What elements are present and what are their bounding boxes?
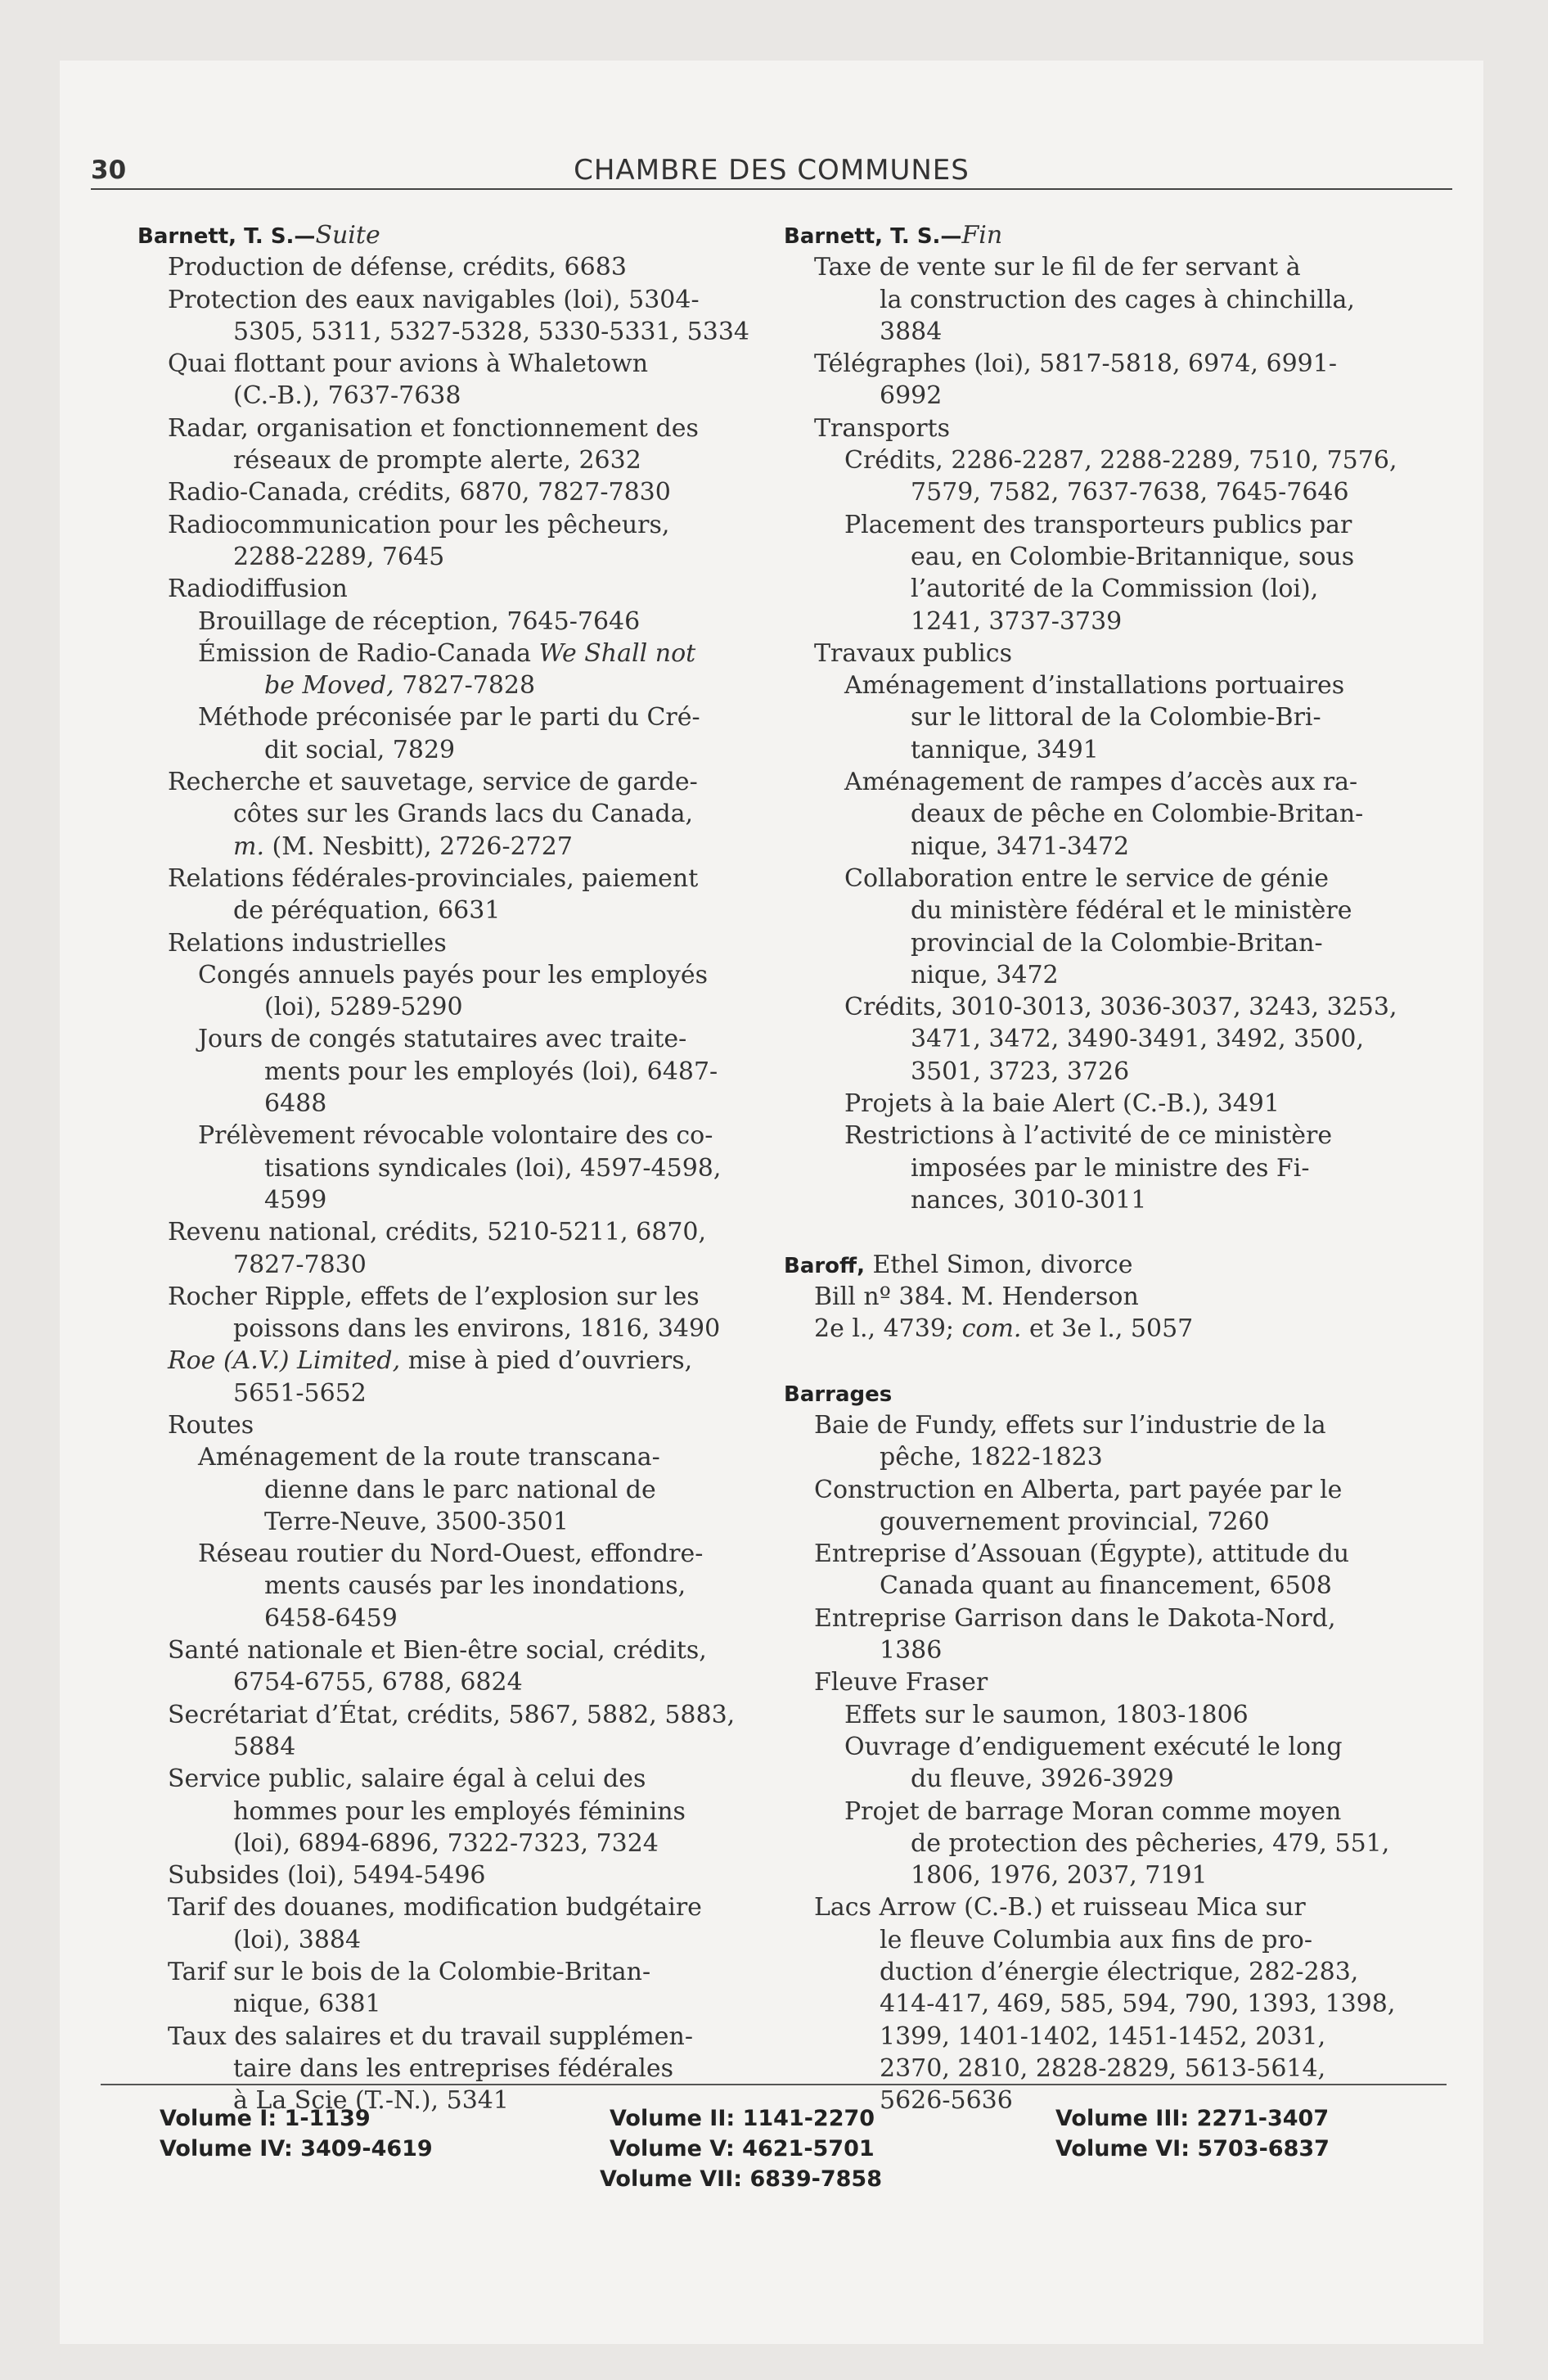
entry-text: Télégraphes (loi), 5817-5818, 6974, 6991- bbox=[814, 349, 1337, 379]
entry-text: nique, 3471-3472 bbox=[911, 832, 1130, 861]
entry-text: ments pour les employés (loi), 6487- bbox=[264, 1057, 718, 1086]
index-entry bbox=[137, 1281, 776, 1313]
entry-text: dienne dans le parc national de bbox=[264, 1475, 656, 1504]
entry-text: Bill nº 384. M. Henderson bbox=[814, 1282, 1139, 1311]
index-entry bbox=[784, 927, 1438, 959]
entry-text: 5626-5636 bbox=[880, 2086, 1013, 2116]
entry-text: Rocher Ripple, effets de l’explosion sur les bbox=[168, 1282, 700, 1311]
entry-text: (loi), 5289-5290 bbox=[264, 993, 463, 1022]
index-entry bbox=[784, 1924, 1438, 1956]
index-entry bbox=[784, 1313, 1438, 1345]
entry-text: 414-417, 469, 585, 594, 790, 1393, 1398, bbox=[880, 1990, 1396, 2019]
entry-text: 3884 bbox=[880, 317, 943, 346]
index-entry bbox=[137, 1184, 776, 1216]
volume-7: Volume VII: 6839-7858 bbox=[600, 2166, 882, 2192]
entry-text: 6488 bbox=[264, 1089, 327, 1119]
entry-text: du ministère fédéral et le ministère bbox=[911, 896, 1352, 926]
index-entry bbox=[137, 991, 776, 1023]
entry-text: 6754-6755, 6788, 6824 bbox=[233, 1668, 523, 1697]
index-entry bbox=[784, 476, 1438, 508]
entry-text: 4599 bbox=[264, 1185, 327, 1215]
entry-text: 7827-7830 bbox=[233, 1250, 367, 1279]
entry-text: 7579, 7582, 7637-7638, 7645-7646 bbox=[911, 478, 1349, 507]
index-entry bbox=[137, 1731, 776, 1763]
index-entry bbox=[784, 1088, 1438, 1120]
entry-text: le fleuve Columbia aux fins de pro- bbox=[880, 1925, 1312, 1954]
entry-text: Tarif sur le bois de la Colombie-Britan- bbox=[168, 1958, 651, 1987]
index-entry bbox=[784, 1120, 1438, 1152]
entry-text: pêche, 1822-1823 bbox=[880, 1443, 1103, 1472]
footer-rule bbox=[101, 2084, 1447, 2085]
entry-text: 1399, 1401-1402, 1451-1452, 2031, bbox=[880, 2022, 1326, 2051]
entry-text: Collaboration entre le service de génie bbox=[844, 863, 1330, 893]
entry-text: nances, 3010-3011 bbox=[911, 1185, 1147, 1215]
index-heading bbox=[784, 1377, 1438, 1409]
index-entry bbox=[784, 1441, 1438, 1473]
volume-2: Volume II: 1141-2270 bbox=[610, 2106, 875, 2131]
entry-text: Aménagement de rampes d’accès aux ra- bbox=[844, 768, 1358, 797]
index-entry bbox=[137, 766, 776, 798]
index-entry bbox=[137, 444, 776, 476]
entry-text: l’autorité de la Commission (loi), bbox=[911, 575, 1319, 604]
italic-text: Fin bbox=[961, 221, 1003, 250]
index-entry bbox=[137, 316, 776, 348]
index-entry bbox=[137, 1345, 776, 1377]
index-entry bbox=[137, 831, 776, 863]
entry-text: 1241, 3737-3739 bbox=[911, 606, 1123, 636]
entry-text: 6458-6459 bbox=[264, 1603, 398, 1633]
entry-text: de péréquation, 6631 bbox=[233, 896, 501, 926]
volume-1: Volume I: 1-1139 bbox=[160, 2106, 371, 2131]
index-page bbox=[60, 61, 1483, 2344]
entry-text: (C.-B.), 7637-7638 bbox=[233, 381, 461, 411]
index-entry bbox=[784, 766, 1438, 798]
entry-text: la construction des cages à chinchilla, bbox=[880, 285, 1355, 314]
entry-text: Construction en Alberta, part payée par le bbox=[814, 1475, 1343, 1504]
entry-text: tannique, 3491 bbox=[911, 735, 1099, 764]
index-entry bbox=[784, 316, 1438, 348]
entry-pages: mise à pied d’ouvriers, bbox=[400, 1346, 693, 1376]
index-entry bbox=[784, 1699, 1438, 1731]
left-column bbox=[137, 219, 776, 2117]
index-entry bbox=[137, 1538, 776, 1570]
entry-text: Production de défense, crédits, 6683 bbox=[168, 253, 627, 282]
index-entry bbox=[137, 1924, 776, 1956]
entry-text: 5884 bbox=[233, 1732, 296, 1761]
entry-text: de protection des pêcheries, 479, 551, bbox=[911, 1828, 1390, 1858]
index-entry bbox=[137, 734, 776, 766]
index-entry bbox=[784, 412, 1438, 444]
entry-text: (loi), 6894-6896, 7322-7323, 7324 bbox=[233, 1828, 659, 1858]
index-entry bbox=[137, 1313, 776, 1345]
entry-text: côtes sur les Grands lacs du Canada, bbox=[233, 800, 694, 829]
entry-text: Crédits, 2286-2287, 2288-2289, 7510, 7576, bbox=[844, 446, 1397, 476]
index-entry bbox=[784, 1634, 1438, 1666]
index-entry bbox=[137, 895, 776, 926]
index-entry bbox=[784, 701, 1438, 733]
index-entry bbox=[137, 476, 776, 508]
index-entry bbox=[137, 1409, 776, 1441]
volume-4: Volume IV: 3409-4619 bbox=[160, 2136, 433, 2161]
entry-text: 5651-5652 bbox=[233, 1378, 367, 1408]
entry-text: Prélèvement révocable volontaire des co- bbox=[198, 1121, 713, 1151]
index-entry bbox=[784, 573, 1438, 605]
entry-text: ments causés par les inondations, bbox=[264, 1571, 686, 1601]
index-heading bbox=[784, 219, 1438, 251]
entry-text: 3501, 3723, 3726 bbox=[911, 1057, 1130, 1086]
index-entry bbox=[784, 638, 1438, 669]
index-entry bbox=[784, 2053, 1438, 2085]
index-entry bbox=[784, 1474, 1438, 1506]
entry-text: Projets à la baie Alert (C.-B.), 3491 bbox=[844, 1089, 1280, 1119]
index-entry bbox=[784, 1988, 1438, 2020]
index-entry bbox=[784, 1796, 1438, 1828]
index-entry bbox=[137, 541, 776, 573]
index-entry bbox=[137, 412, 776, 444]
index-entry bbox=[137, 606, 776, 638]
entry-text: tisations syndicales (loi), 4597-4598, bbox=[264, 1153, 722, 1183]
entry-text: Taxe de vente sur le fil de fer servant à bbox=[814, 253, 1301, 282]
italic-text: be Moved, bbox=[264, 671, 394, 701]
entry-text: Radio-Canada, crédits, 6870, 7827-7830 bbox=[168, 478, 671, 507]
index-entry bbox=[784, 380, 1438, 412]
index-entry bbox=[784, 1506, 1438, 1538]
volume-3: Volume III: 2271-3407 bbox=[1055, 2106, 1330, 2131]
index-entry bbox=[137, 1796, 776, 1828]
entry-text: (loi), 3884 bbox=[233, 1925, 362, 1954]
index-entry bbox=[784, 895, 1438, 926]
index-entry bbox=[137, 669, 776, 701]
index-entry bbox=[784, 1956, 1438, 1988]
index-entry bbox=[784, 669, 1438, 701]
entry-text: taire dans les entreprises fédérales bbox=[233, 2053, 674, 2083]
index-entry bbox=[784, 1152, 1438, 1184]
italic-text: Suite bbox=[315, 221, 380, 250]
index-entry bbox=[784, 1570, 1438, 1602]
page-number: 30 bbox=[91, 156, 127, 185]
index-entry bbox=[137, 1666, 776, 1698]
index-entry bbox=[784, 831, 1438, 863]
entry-pages: et 3e l., 5057 bbox=[1021, 1314, 1194, 1344]
right-column bbox=[784, 219, 1438, 2117]
entry-text: Aménagement d’installations portuaires bbox=[844, 671, 1345, 701]
entry-text: Réseau routier du Nord-Ouest, effondre- bbox=[198, 1539, 704, 1569]
index-entry bbox=[137, 380, 776, 412]
entry-text: Ouvrage d’endiguement exécuté le long bbox=[844, 1732, 1343, 1761]
index-entry bbox=[137, 251, 776, 283]
index-entry bbox=[784, 734, 1438, 766]
index-entry bbox=[784, 348, 1438, 380]
entry-text: Terre-Neuve, 3500-3501 bbox=[264, 1507, 569, 1536]
index-entry bbox=[784, 1538, 1438, 1570]
index-entry bbox=[137, 1891, 776, 1923]
entry-text: du fleuve, 3926-3929 bbox=[911, 1765, 1174, 1794]
index-entry bbox=[784, 251, 1438, 283]
entry-text: nique, 6381 bbox=[233, 1990, 381, 2019]
index-entry bbox=[784, 863, 1438, 895]
index-entry bbox=[137, 1441, 776, 1473]
entry-text: sur le littoral de la Colombie-Bri- bbox=[911, 703, 1321, 732]
entry-text: Santé nationale et Bien-être social, crédits, bbox=[168, 1636, 707, 1666]
index-entry bbox=[784, 1023, 1438, 1055]
index-entry bbox=[137, 1506, 776, 1538]
spacer bbox=[784, 1345, 1438, 1377]
italic-text: Roe (A.V.) Limited, bbox=[168, 1346, 401, 1376]
entry-text: Radiocommunication pour les pêcheurs, bbox=[168, 510, 670, 539]
entry-text: Entreprise d’Assouan (Égypte), attitude du bbox=[814, 1539, 1350, 1569]
index-entry bbox=[137, 2021, 776, 2053]
index-entry bbox=[784, 444, 1438, 476]
entry-text: Relations industrielles bbox=[168, 928, 447, 958]
entry-text: Entreprise Garrison dans le Dakota-Nord, bbox=[814, 1603, 1336, 1633]
index-entry bbox=[784, 1763, 1438, 1795]
entry-text: provincial de la Colombie-Britan- bbox=[911, 928, 1323, 958]
entry-text: Baie de Fundy, effets sur l’industrie de la bbox=[814, 1410, 1326, 1440]
index-entry bbox=[137, 348, 776, 380]
index-entry bbox=[784, 1056, 1438, 1088]
index-entry bbox=[784, 959, 1438, 991]
index-entry bbox=[137, 1152, 776, 1184]
italic-text: We Shall not bbox=[538, 638, 696, 668]
italic-text: com. bbox=[961, 1314, 1022, 1344]
entry-text: à La Scie (T.-N.), 5341 bbox=[233, 2086, 509, 2116]
entry-text: gouvernement provincial, 7260 bbox=[880, 1507, 1270, 1536]
index-entry bbox=[784, 541, 1438, 573]
entry-text: 3471, 3472, 3490-3491, 3492, 3500, bbox=[911, 1025, 1365, 1054]
entry-text: réseaux de prompte alerte, 2632 bbox=[233, 446, 641, 476]
entry-text: Barnett, T. S.— bbox=[784, 224, 962, 249]
entry-text: Crédits, 3010-3013, 3036-3037, 3243, 3253, bbox=[844, 993, 1397, 1022]
entry-text: Lacs Arrow (C.-B.) et ruisseau Mica sur bbox=[814, 1893, 1306, 1922]
entry-text: Transports bbox=[814, 413, 951, 443]
italic-text: m. bbox=[233, 832, 264, 861]
entry-text: Jours de congés statutaires avec traite- bbox=[198, 1025, 687, 1054]
index-entry bbox=[784, 798, 1438, 830]
entry-text: Radiodiffusion bbox=[168, 575, 348, 604]
index-entry bbox=[137, 1602, 776, 1634]
entry-text: eau, en Colombie-Britannique, sous bbox=[911, 542, 1355, 571]
entry-text: deaux de pêche en Colombie-Britan- bbox=[911, 800, 1364, 829]
entry-text: 1386 bbox=[880, 1636, 943, 1666]
index-entry bbox=[137, 573, 776, 605]
entry-text: 2288-2289, 7645 bbox=[233, 542, 445, 571]
entry-text: Placement des transporteurs publics par bbox=[844, 510, 1352, 539]
entry-text: Taux des salaires et du travail supplémen- bbox=[168, 2022, 693, 2051]
index-entry bbox=[137, 1763, 776, 1795]
entry-text: imposées par le ministre des Fi- bbox=[911, 1153, 1310, 1183]
index-entry bbox=[137, 1377, 776, 1409]
entry-text: Barnett, T. S.— bbox=[137, 224, 316, 249]
entry-text: hommes pour les employés féminins bbox=[233, 1796, 686, 1826]
entry-text: Travaux publics bbox=[814, 638, 1012, 668]
index-heading bbox=[784, 1249, 1438, 1281]
entry-text: nique, 3472 bbox=[911, 960, 1059, 989]
index-entry bbox=[784, 509, 1438, 541]
entry-text: Brouillage de réception, 7645-7646 bbox=[198, 606, 641, 636]
entry-pages: Ethel Simon, divorce bbox=[865, 1250, 1133, 1279]
index-entry bbox=[784, 991, 1438, 1023]
index-entry bbox=[784, 1859, 1438, 1891]
index-entry bbox=[137, 1634, 776, 1666]
entry-text: 2370, 2810, 2828-2829, 5613-5614, bbox=[880, 2053, 1326, 2083]
index-entry bbox=[137, 2053, 776, 2085]
index-entry bbox=[137, 1570, 776, 1602]
entry-text: Aménagement de la route transcana- bbox=[198, 1443, 660, 1472]
entry-text: Protection des eaux navigables (loi), 5304- bbox=[168, 285, 700, 314]
index-entry bbox=[784, 1666, 1438, 1698]
index-entry bbox=[784, 1731, 1438, 1763]
index-entry bbox=[137, 1828, 776, 1859]
entry-text: poissons dans les environs, 1816, 3490 bbox=[233, 1314, 721, 1344]
index-entry bbox=[137, 284, 776, 316]
index-entry bbox=[784, 2021, 1438, 2053]
index-entry bbox=[137, 1088, 776, 1120]
entry-text: dit social, 7829 bbox=[264, 735, 456, 764]
index-entry bbox=[137, 701, 776, 733]
entry-text: Routes bbox=[168, 1410, 254, 1440]
index-entry bbox=[137, 1216, 776, 1248]
running-header bbox=[60, 151, 1483, 200]
entry-pages: (M. Nesbitt), 2726-2727 bbox=[263, 832, 573, 861]
entry-text: 1806, 1976, 2037, 7191 bbox=[911, 1861, 1208, 1891]
entry-text: Fleuve Fraser bbox=[814, 1668, 988, 1697]
entry-text: Subsides (loi), 5494-5496 bbox=[168, 1861, 486, 1891]
entry-text: 5305, 5311, 5327-5328, 5330-5331, 5334 bbox=[233, 317, 749, 346]
index-entry bbox=[784, 606, 1438, 638]
index-entry bbox=[137, 1056, 776, 1088]
entry-text: Émission de Radio-Canada bbox=[198, 638, 539, 668]
index-entry bbox=[137, 863, 776, 895]
entry-text: Tarif des douanes, modification budgétaire bbox=[168, 1893, 702, 1922]
index-entry bbox=[784, 1281, 1438, 1313]
volume-5: Volume V: 4621-5701 bbox=[610, 2136, 875, 2161]
entry-text: Revenu national, crédits, 5210-5211, 6870, bbox=[168, 1218, 707, 1247]
entry-text: Service public, salaire égal à celui des bbox=[168, 1765, 646, 1794]
index-entry bbox=[137, 959, 776, 991]
index-entry bbox=[137, 1699, 776, 1731]
index-entry bbox=[784, 1891, 1438, 1923]
entry-text: Projet de barrage Moran comme moyen bbox=[844, 1796, 1342, 1826]
index-entry bbox=[784, 1828, 1438, 1859]
index-entry bbox=[137, 927, 776, 959]
spacer bbox=[784, 1216, 1438, 1248]
entry-text: Effets sur le saumon, 1803-1806 bbox=[844, 1700, 1249, 1729]
index-entry bbox=[137, 1474, 776, 1506]
entry-text: Radar, organisation et fonctionnement des bbox=[168, 413, 699, 443]
entry-text: Secrétariat d’État, crédits, 5867, 5882, 5883, bbox=[168, 1700, 736, 1729]
page-title: CHAMBRE DES COMMUNES bbox=[574, 154, 970, 187]
entry-text: Congés annuels payés pour les employés bbox=[198, 960, 708, 989]
index-entry bbox=[784, 1602, 1438, 1634]
entry-text: Recherche et sauvetage, service de garde- bbox=[168, 768, 698, 797]
index-entry bbox=[137, 1956, 776, 1988]
volume-6: Volume VI: 5703-6837 bbox=[1055, 2136, 1330, 2161]
index-entry bbox=[137, 1249, 776, 1281]
entry-text: Baroff, bbox=[784, 1253, 865, 1278]
index-entry bbox=[137, 1023, 776, 1055]
index-entry bbox=[137, 1988, 776, 2020]
entry-text: Restrictions à l’activité de ce ministère bbox=[844, 1121, 1333, 1151]
index-entry bbox=[137, 1120, 776, 1152]
entry-text: 6992 bbox=[880, 381, 943, 411]
index-entry bbox=[784, 1409, 1438, 1441]
header-rule bbox=[91, 188, 1452, 190]
entry-pages: 7827-7828 bbox=[394, 671, 536, 701]
entry-text: Canada quant au financement, 6508 bbox=[880, 1571, 1332, 1601]
index-entry bbox=[137, 638, 776, 669]
entry-text: 2e l., 4739; bbox=[814, 1314, 962, 1344]
entry-text: Méthode préconisée par le parti du Cré- bbox=[198, 703, 700, 732]
entry-text: Barrages bbox=[784, 1382, 893, 1407]
entry-text: duction d’énergie électrique, 282-283, bbox=[880, 1958, 1359, 1987]
entry-text: Quai flottant pour avions à Whaletown bbox=[168, 349, 649, 379]
index-entry bbox=[784, 1184, 1438, 1216]
index-entry bbox=[784, 284, 1438, 316]
index-entry bbox=[137, 798, 776, 830]
index-entry bbox=[137, 1859, 776, 1891]
entry-text: Relations fédérales-provinciales, paiement bbox=[168, 863, 699, 893]
index-entry bbox=[137, 509, 776, 541]
index-heading bbox=[137, 219, 776, 251]
